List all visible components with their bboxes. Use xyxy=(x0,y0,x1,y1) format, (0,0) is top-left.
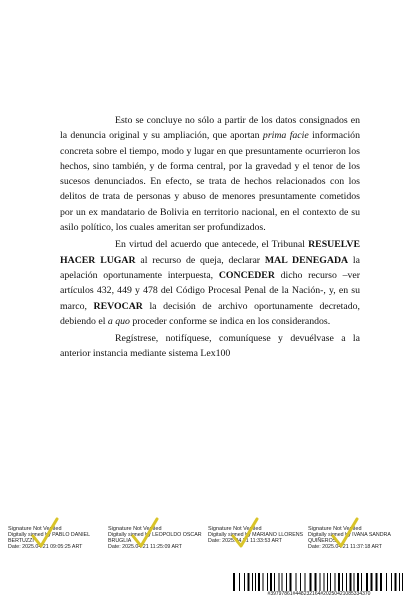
barcode-bar xyxy=(346,573,347,591)
text-segment: al recurso de queja, declarar xyxy=(135,254,265,266)
signature-date: Date: 2025.04.21 11:25:09 ART xyxy=(108,544,183,551)
barcode-bar xyxy=(267,573,268,591)
signature-status: Signature Not Verified xyxy=(208,526,262,532)
signature-signer: Digitally signed by MARIANO LLORENS xyxy=(208,532,304,539)
text-segment: dicho recurso –ver artículos 432, 449 y 478 del Código Procesal Penal de la Nación-, y, en su marco, xyxy=(60,269,361,312)
signature-date: Date: 2025.04.21 11:33:53 ART xyxy=(208,538,283,545)
barcode-bar xyxy=(342,573,343,591)
signature-block xyxy=(308,526,406,550)
signature-block xyxy=(8,526,106,550)
text-segment: información concreta sobre el tiempo, modo y lugar en que presuntamente ocurrieron los hechos, sino también, y de forma central, por la gravedad y el tenor de los sucesos denunciados. En efecto, se trata de hechos relacionados con los delitos de trata de personas y abuso de menores presuntamente cometidos por un ex mandatario de Bolivia en territorio nacional, en el contexto de su asilo político, los cuales ameritan ser profundizados. xyxy=(60,130,360,234)
resolution-bold-term: RESUELVE HACER LUGAR xyxy=(60,239,360,266)
barcode-bar xyxy=(252,573,253,591)
barcode-bar xyxy=(354,573,355,591)
resolution-text xyxy=(60,113,360,362)
signature-status: Signature Not Verified xyxy=(8,526,62,532)
signature-signer: Digitally signed by PABLO DANIEL BERTUZZI xyxy=(8,532,90,545)
barcode-bar xyxy=(244,573,245,591)
barcode-bar xyxy=(335,573,336,591)
latin-term: a quo xyxy=(107,315,130,327)
signature-status: Signature Not Verified xyxy=(308,526,362,532)
barcode-icon xyxy=(232,573,406,591)
barcode-bar xyxy=(386,573,387,591)
signature-status: Signature Not Verified xyxy=(108,526,162,532)
signature-row xyxy=(8,526,406,566)
signature-block xyxy=(108,526,206,550)
barcode-bar xyxy=(324,573,325,591)
barcode-bar xyxy=(248,573,250,591)
barcode-number: #39797861#448232164#20250421085334370 xyxy=(267,591,371,597)
barcode-bar xyxy=(239,573,240,591)
barcode-bar xyxy=(361,573,362,591)
barcode-bar xyxy=(366,573,368,591)
barcode-bar xyxy=(310,573,312,591)
signature-block xyxy=(208,526,306,544)
paragraph-resolution xyxy=(60,237,360,329)
barcode-bar xyxy=(279,573,280,591)
barcode-bar xyxy=(380,573,382,591)
paragraph-grounds xyxy=(60,113,360,235)
text-segment: la decisión de archivo oportunamente decretado, debiendo el xyxy=(60,300,360,327)
barcode-bar xyxy=(282,573,283,591)
barcode-bar xyxy=(371,573,373,591)
latin-term: prima facie xyxy=(262,130,309,142)
barcode-bar xyxy=(315,573,317,591)
barcode-bar xyxy=(300,573,301,591)
barcode-bar xyxy=(255,573,256,591)
barcode-bar xyxy=(391,573,392,591)
resolution-bold-term: REVOCAR xyxy=(93,300,143,312)
barcode-bar xyxy=(233,573,235,591)
resolution-bold-term: MAL DENEGADA xyxy=(264,254,349,266)
resolution-bold-term: CONCEDER xyxy=(218,269,275,281)
text-segment: Esto se concluye no sólo a partir de los datos consignados en la denuncia original y su ampliación, que aportan xyxy=(60,115,360,142)
barcode-bar xyxy=(274,573,275,591)
barcode-bar xyxy=(263,573,264,591)
signature-date: Date: 2025.04.21 09:05:25 ART xyxy=(8,544,83,551)
text-segment: la apelación oportunamente interpuesta, xyxy=(60,254,360,281)
barcode-bar xyxy=(286,573,287,591)
barcode-bar xyxy=(258,573,260,591)
barcode-bar xyxy=(338,573,340,591)
barcode-bar xyxy=(402,573,403,591)
paragraph-closing: Regístrese, notifíquese, comuníquese y devuélvase a la anterior instancia mediante sistema Lex100 xyxy=(60,333,360,360)
barcode-bar xyxy=(296,573,297,591)
barcode-bar xyxy=(290,573,292,591)
text-segment: En virtud del acuerdo que antecede, el Tribunal xyxy=(115,239,309,251)
barcode-bar xyxy=(270,573,272,591)
barcode-bar xyxy=(376,573,378,591)
barcode-bar xyxy=(327,573,328,591)
signature-signer: Digitally signed by LEOPOLDO OSCAR BRUGLIA xyxy=(108,532,202,545)
barcode-bar xyxy=(395,573,397,591)
signature-signer: Digitally signed by IVANA SANDRA QUIÑEROS xyxy=(308,532,391,545)
barcode-bar xyxy=(330,573,331,591)
barcode-bar xyxy=(305,573,306,591)
signature-date: Date: 2025.04.21 11:37:18 ART xyxy=(308,544,383,551)
barcode-bar xyxy=(357,573,359,591)
barcode-bar xyxy=(320,573,321,591)
barcode-bar xyxy=(350,573,352,591)
barcode-bar xyxy=(399,573,400,591)
text-segment: proceder conforme se indica en los considerandos. xyxy=(129,315,331,327)
